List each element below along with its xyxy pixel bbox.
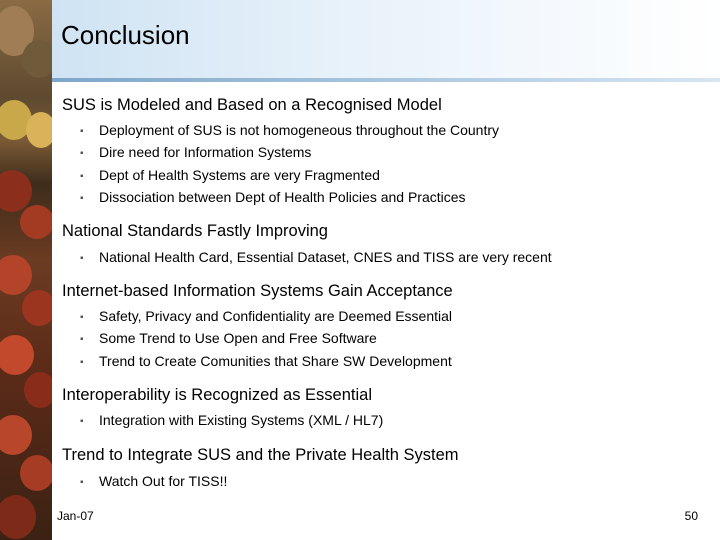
- bullet-item: Safety, Privacy and Confidentiality are Deemed Essential: [99, 308, 453, 324]
- produce-shape: [0, 335, 34, 375]
- bullet-icon: ▪: [80, 253, 84, 264]
- produce-shape: [20, 455, 52, 491]
- bullet-icon: ▪: [80, 334, 84, 345]
- bullet-item: Dept of Health Systems are very Fragmented: [99, 167, 380, 183]
- produce-shape: [20, 205, 52, 239]
- bullet-item: Dissociation between Dept of Health Policies and Practices: [99, 189, 466, 205]
- produce-shape: [22, 290, 52, 326]
- footer-date: Jan-07: [57, 509, 94, 523]
- bullet-item: Integration with Existing Systems (XML / HL7): [99, 412, 384, 428]
- section-heading: Interoperability is Recognized as Essential: [62, 386, 372, 404]
- produce-shape: [26, 112, 52, 148]
- bullet-item: Deployment of SUS is not homogeneous throughout the Country: [99, 122, 500, 138]
- page-number: 50: [684, 509, 698, 523]
- produce-shape: [22, 40, 52, 78]
- slide-title: Conclusion: [61, 20, 190, 50]
- section-heading: Internet-based Information Systems Gain Acceptance: [62, 282, 453, 300]
- bullet-icon: ▪: [80, 148, 84, 159]
- bullet-icon: ▪: [80, 193, 84, 204]
- side-decorative-photo: [0, 0, 52, 540]
- section-heading: Trend to Integrate SUS and the Private Health System: [62, 446, 459, 464]
- bullet-item: Watch Out for TISS!!: [99, 473, 228, 489]
- bullet-item: Some Trend to Use Open and Free Software: [99, 330, 377, 346]
- title-underline: [52, 78, 720, 82]
- produce-shape: [24, 372, 52, 408]
- produce-shape: [0, 415, 32, 455]
- bullet-icon: ▪: [80, 126, 84, 137]
- bullet-icon: ▪: [80, 171, 84, 182]
- bullet-item: Dire need for Information Systems: [99, 144, 312, 160]
- bullet-icon: ▪: [80, 416, 84, 427]
- produce-shape: [0, 255, 32, 295]
- section-heading: SUS is Modeled and Based on a Recognised Model: [62, 96, 442, 114]
- produce-shape: [0, 170, 32, 212]
- bullet-item: National Health Card, Essential Dataset, CNES and TISS are very recent: [99, 249, 552, 265]
- bullet-item: Trend to Create Comunities that Share SW Development: [99, 353, 452, 369]
- produce-shape: [0, 495, 36, 539]
- bullet-icon: ▪: [80, 357, 84, 368]
- section-heading: National Standards Fastly Improving: [62, 222, 328, 240]
- bullet-icon: ▪: [80, 312, 84, 323]
- bullet-icon: ▪: [80, 477, 84, 488]
